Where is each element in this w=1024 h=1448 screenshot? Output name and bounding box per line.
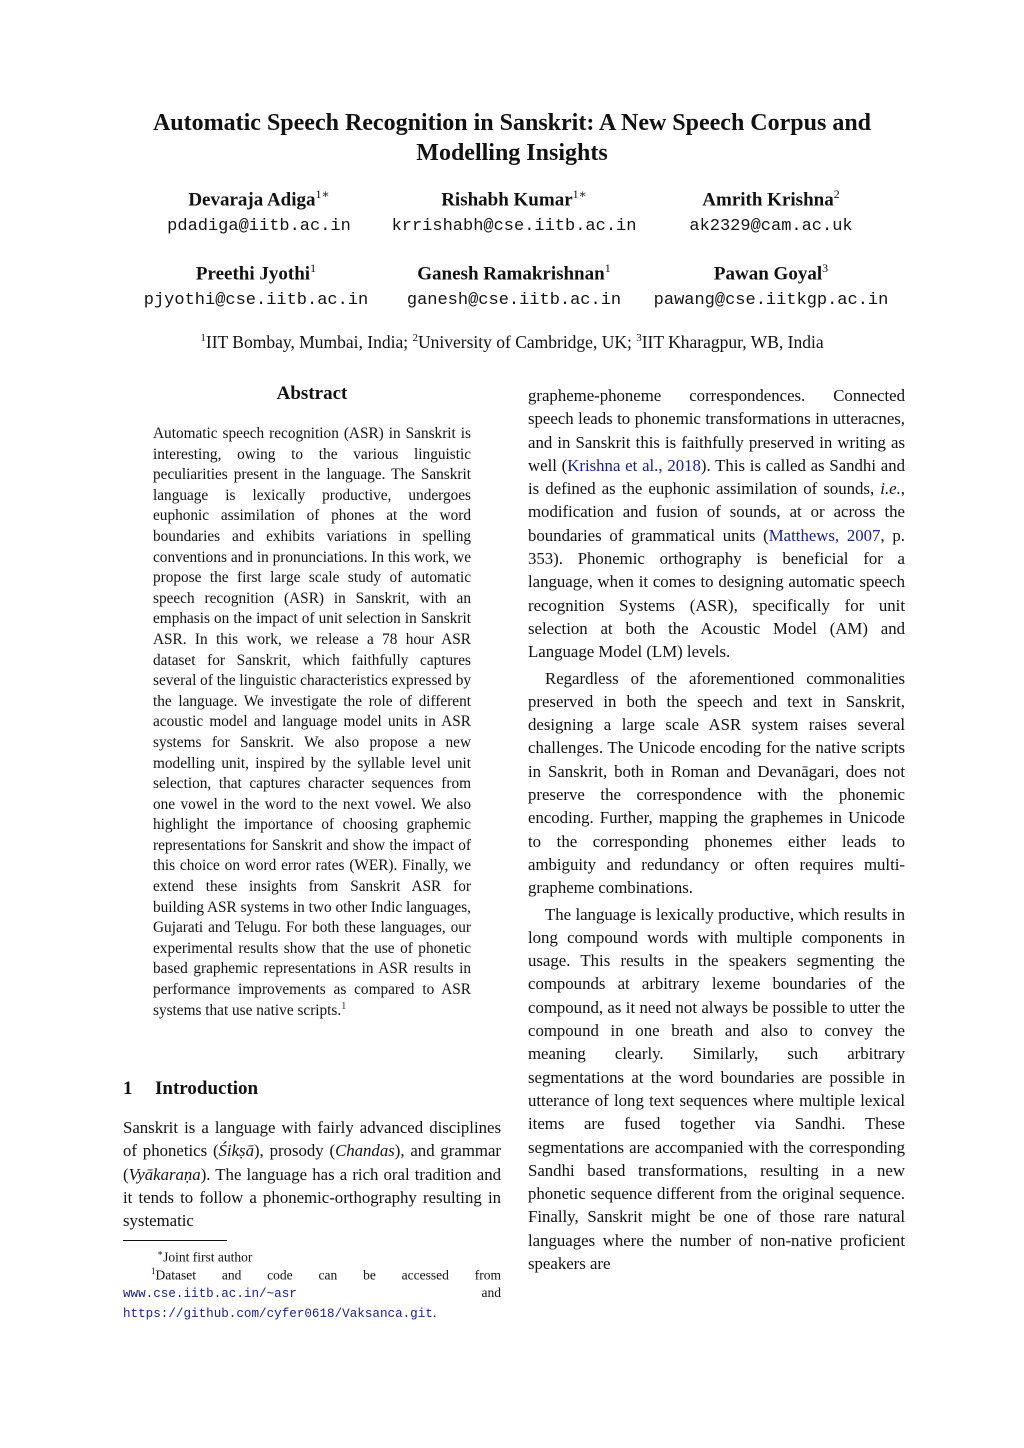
abstract-heading: Abstract <box>276 383 348 404</box>
author-email: krrishabh@cse.iitb.ac.in <box>391 217 637 237</box>
author-email: ganesh@cse.iitb.ac.in <box>406 291 622 311</box>
footnote-ref-link[interactable]: 1 <box>341 1000 347 1012</box>
author-email: pjyothi@cse.iitb.ac.in <box>143 291 369 311</box>
author-block <box>106 256 406 312</box>
author-name: Amrith Krishna$^2$ <box>702 187 840 211</box>
author-name: Pawan Goyal$^3$ <box>713 261 829 285</box>
footnote-dataset: $^1$Dataset and code can be accessed from www.cse.iitb.ac.in/~asr and https://github.com/cyfer0618/Vaksanca.git. <box>123 1266 501 1321</box>
author-name: Devaraja Adiga$^{1∗}$ <box>188 187 330 211</box>
citation-link[interactable]: Krishna et al., 2018 <box>567 455 701 475</box>
abstract-body: Automatic speech recognition (ASR) in Sanskrit is interesting, owing to the various linguistic peculiarities present in the language. The Sanskrit language is lexically productive, undergoes euphonic assimilation of phones at the word boundaries and exhibits variations in spelling conventions and in pronunciations. In this work, we propose the first large scale study of automatic speech recognition (ASR) in Sanskrit, with an emphasis on the impact of unit selection in Sanskrit ASR. In this work, we release a 78 hour ASR dataset for Sanskrit, which faithfully captures several of the linguistic characteristics expressed by the language. We investigate the role of different acoustic model and language model units in ASR systems for Sanskrit. We also propose a new modelling unit, inspired by the syllable level unit selection, that captures character sequences from one vowel in the word to the next vowel. We also highlight the importance of choosing graphemic representations for Sanskrit and show the impact of this choice on word error rates (WER). Finally, we extend these insights from Sanskrit ASR for building ASR systems in two other Indic languages, Gujarati and Telugu. For both these languages, our experimental results show that the use of phonetic based graphemic representations in ASR results in performance improvements as compared to ASR systems that use native scripts.$^1$ <box>153 425 471 1019</box>
author-name: Rishabh Kumar$^{1∗}$ <box>441 187 587 211</box>
github-url-link[interactable]: https://github.com/cyfer0618/Vaksanca.git <box>123 1306 433 1321</box>
citation-link[interactable]: Matthews, 2007 <box>768 525 881 545</box>
author-name: Preethi Jyothi$^1$ <box>195 261 317 285</box>
body-paragraph: Regardless of the aforementioned commonalities preserved in both the speech and text in Sanskrit, designing a large scale ASR system raises several challenges. The Unicode encoding for the native scripts in Sanskrit, both in Roman and Devanāgari, does not preserve the correspondence with the phonemic encoding. Further, mapping the graphemes in Unicode to the corresponding phonemes either leads to ambiguity and redundancy or often requires multi-grapheme combinations. <box>528 668 905 898</box>
footnote-joint-first: ∗Joint first author <box>157 1248 253 1265</box>
paper-title: Automatic Speech Recognition in Sanskrit: A New Speech Corpus and Modelling Insights <box>152 110 872 166</box>
body-paragraph: grapheme-phoneme correspondences. Connected speech leads to phonemic transformations in utteracnes, and in Sanskrit this is faithfully preserved in writing as well (Krishna et al., 2018). This is called as Sandhi and is defined as the euphonic assimilation of sounds, i.e., modification and fusion of sounds, at or across the boundaries of grammatical units (Matthews, 2007, p. 353). Phonemic orthography is beneficial for a language, when it comes to designing automatic speech recognition Systems (ASR), specifically for unit selection at both the Acoustic Model (AM) and Language Model (LM) levels. <box>528 386 905 662</box>
author-block <box>364 256 664 312</box>
author-block <box>621 182 921 238</box>
author-block <box>621 256 921 312</box>
intro-paragraph: Sanskrit is a language with fairly advanced disciplines of phonetics (Śikṣā), prosody (Chandas), and grammar (Vyākaraṇa). The language has a rich oral tradition and it tends to follow a phonemic-orthography resulting in systematic <box>123 1118 501 1231</box>
author-email: pawang@cse.iitkgp.ac.in <box>653 291 889 311</box>
body-paragraph: The language is lexically productive, which results in long compound words with multiple components in usage. This results in the speakers segmenting the compounds at arbitrary lexeme boundaries of the compound, as it need not always be possible to utter the compound in one breath and also to convey the meaning clearly. Similarly, such arbitrary segmentations at the word boundaries are possible in utterance of long text sequences where multiple lexical items are fused together via Sandhi. These segmentations are accompanied with the corresponding Sandhi based transformations, resulting in a new phonetic sequence different from the original sequence. Finally, Sanskrit might be one of those rare natural languages where the number of non-native proficient speakers are <box>528 904 905 1273</box>
author-name: Ganesh Ramakrishnan$^1$ <box>417 261 611 285</box>
right-column <box>528 384 905 1275</box>
author-email: pdadiga@iitb.ac.in <box>167 217 351 237</box>
dataset-url-link[interactable]: www.cse.iitb.ac.in/~asr <box>123 1287 297 1301</box>
author-email: ak2329@cam.ac.uk <box>689 217 853 237</box>
author-block <box>364 182 664 238</box>
affiliations: $^1$IIT Bombay, Mumbai, India; $^2$University of Cambridge, UK; $^3$IIT Kharagpur, WB, India <box>200 331 824 352</box>
section-heading: 1 Introduction <box>123 1078 259 1099</box>
footnote-divider <box>123 1240 227 1241</box>
